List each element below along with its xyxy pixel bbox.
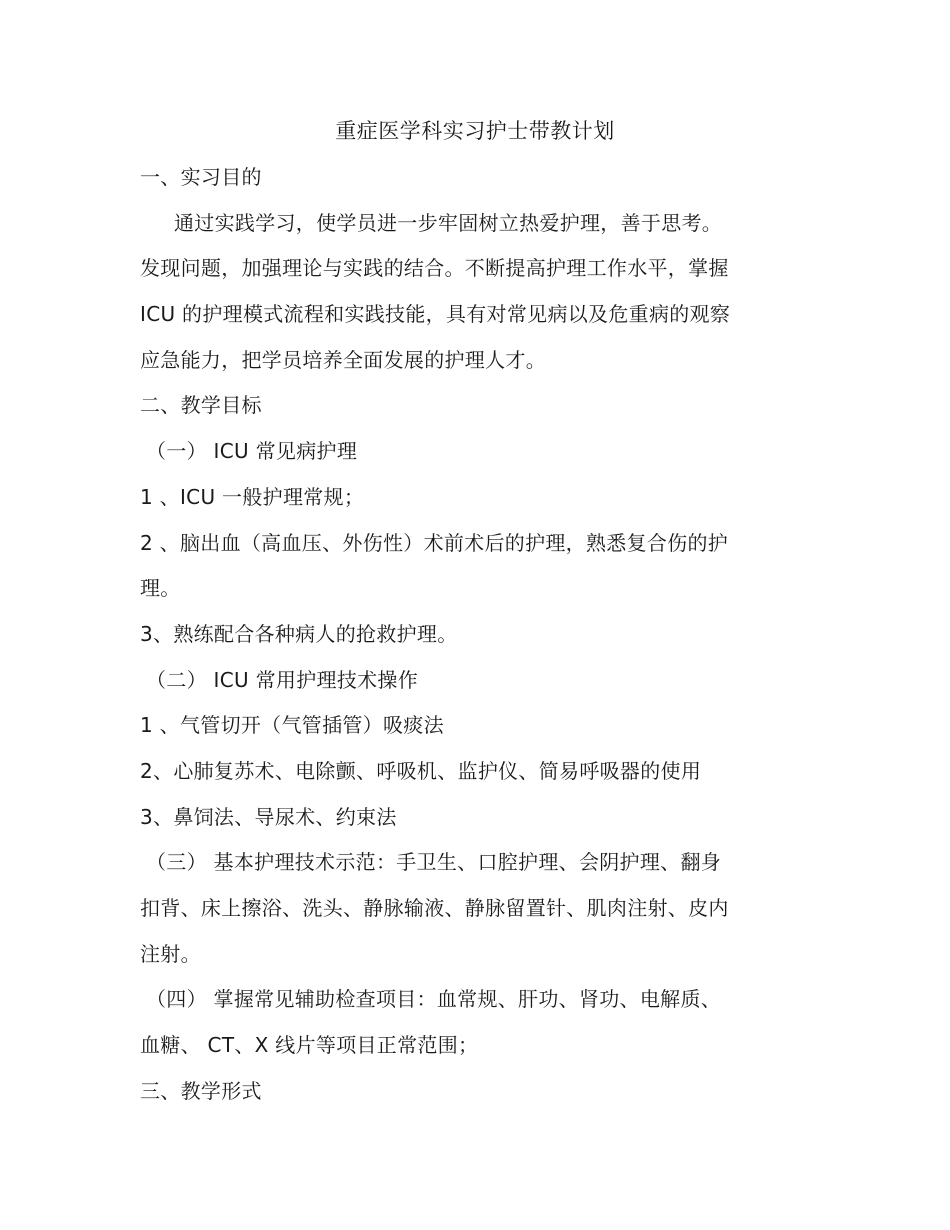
- subsection-heading: （二） ICU 常用护理技术操作: [146, 667, 419, 692]
- paragraph-line: 发现问题，加强理论与实践的结合。不断提高护理工作水平，掌握: [140, 256, 729, 281]
- list-item: 1 、ICU 一般护理常规；: [140, 484, 365, 509]
- paragraph-line: 扣背、床上擦浴、洗头、静脉输液、静脉留置针、肌肉注射、皮内: [140, 896, 729, 920]
- paragraph-line: ICU 的护理模式流程和实践技能，具有对常见病以及危重病的观察: [140, 302, 731, 327]
- subsection-heading: （一） ICU 常见病护理: [146, 439, 358, 464]
- section-heading-purpose: 一、实习目的: [140, 165, 262, 189]
- list-item-continuation: 理。: [140, 576, 181, 601]
- section-heading-goals: 二、教学目标: [140, 393, 262, 418]
- section-heading-format: 三、教学形式: [140, 1078, 262, 1103]
- paragraph-line: 应急能力，把学员培养全面发展的护理人才。: [140, 347, 546, 372]
- subsection-heading: （四） 掌握常见辅助检查项目：血常规、肝功、肾功、电解质、: [146, 987, 722, 1012]
- list-item: 2 、脑出血（高血压、外伤性）术前术后的护理，熟悉复合伤的护: [140, 530, 729, 555]
- paragraph-line: 注射。: [140, 941, 201, 966]
- document-body: [140, 162, 765, 1121]
- list-item: 2、心肺复苏术、电除颤、呼吸机、监护仪、简易呼吸器的使用: [140, 758, 702, 783]
- list-item: 3、熟练配合各种病人的抢救护理。: [140, 621, 458, 646]
- subsection-heading: （三） 基本护理技术示范：手卫生、口腔护理、会阴护理、翻身: [146, 850, 722, 875]
- paragraph-line: 通过实践学习，使学员进一步牢固树立热爱护理，善于思考。: [174, 210, 723, 235]
- list-item: 1 、气管切开（气管插管）吸痰法: [140, 713, 444, 738]
- list-item: 3、鼻饲法、导尿术、约束法: [140, 804, 397, 829]
- document-title: 重症医学科实习护士带教计划: [335, 119, 615, 143]
- paragraph-line: 血糖、 CT、X 线片等项目正常范围；: [140, 1033, 479, 1058]
